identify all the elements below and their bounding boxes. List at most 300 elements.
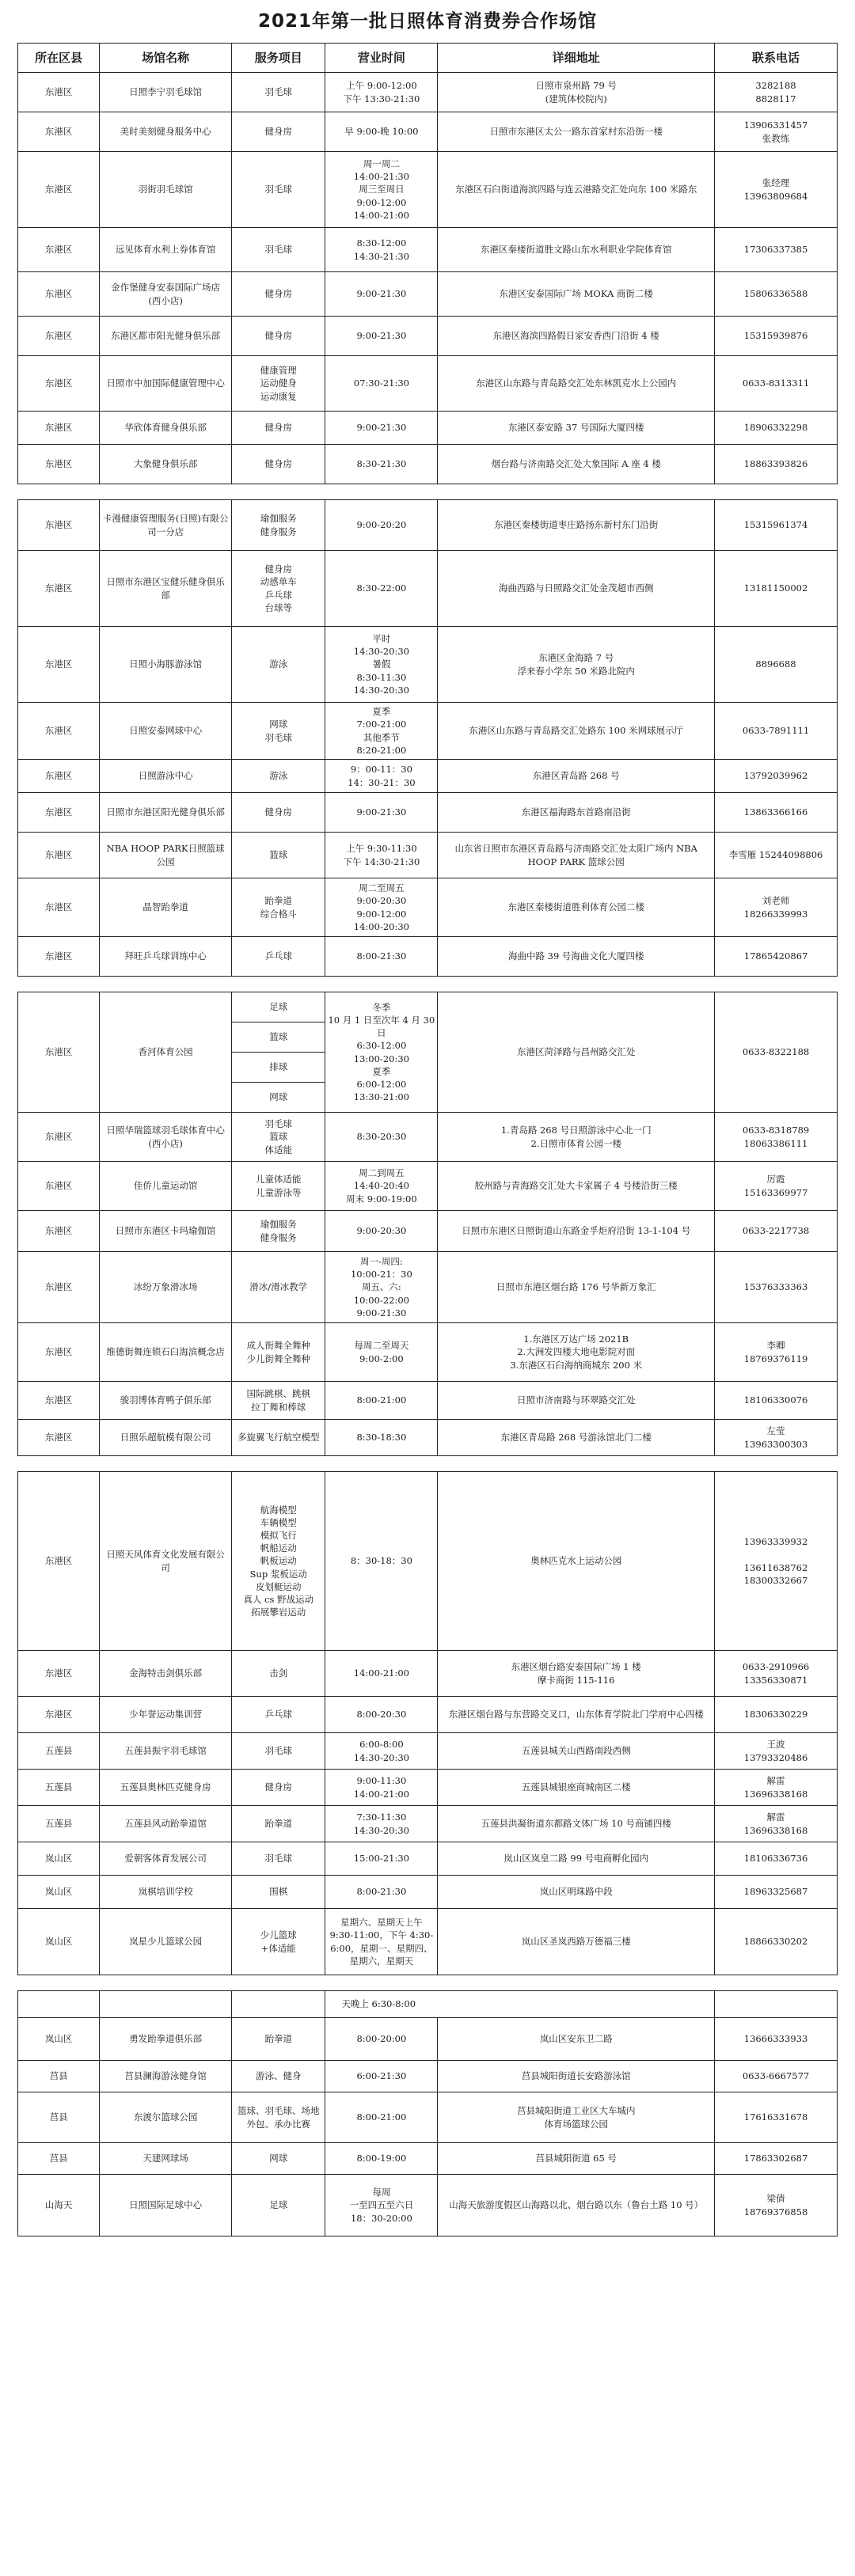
table-row [18, 73, 838, 112]
hours-cell: 6:00-8:00 14:30-20:30 [325, 1733, 438, 1770]
district-cell: 东港区 [18, 1113, 100, 1162]
hours-cell: 星期六、星期天上午 9:30-11:00，下午 4:30-6:00，星期一、星期四、星期六，星期天 [325, 1909, 438, 1975]
venue-name-cell: 骏羽博体育鸭子俱乐部 [100, 1382, 232, 1420]
district-cell: 东港区 [18, 1382, 100, 1420]
phone-cell: 17306337385 [715, 228, 838, 272]
district-cell: 东港区 [18, 1323, 100, 1382]
service-cell: 网球 [232, 1083, 325, 1113]
hours-cell: 8:30-20:30 [325, 1113, 438, 1162]
service-cell [232, 1991, 325, 2018]
hours-cell: 6:00-21:30 [325, 2061, 438, 2092]
table-row [18, 2143, 838, 2175]
phone-cell: 0633-6667577 [715, 2061, 838, 2092]
phone-cell: 解雷 13696338168 [715, 1806, 838, 1842]
hours-cell: 9:00-21:30 [325, 793, 438, 833]
table-row [18, 1420, 838, 1456]
hours-cell: 15:00-21:30 [325, 1842, 438, 1876]
table-row [18, 551, 838, 627]
service-cell: 游泳 [232, 627, 325, 703]
table-row [18, 937, 838, 977]
address-cell: 岚山区岚皇二路 99 号电商孵化园内 [438, 1842, 715, 1876]
phone-cell: 13906331457 张教练 [715, 112, 838, 152]
address-cell: 东港区青岛路 268 号 [438, 760, 715, 793]
address-cell: 岚山区明珠路中段 [438, 1876, 715, 1909]
table-row [18, 1697, 838, 1733]
district-cell: 山海天 [18, 2175, 100, 2236]
service-cell: 羽毛球 [232, 73, 325, 112]
hours-cell: 平时 14:30-20:30 暑假 8:30-11:30 14:30-20:30 [325, 627, 438, 703]
hours-cell: 周一周二 14:00-21:30 周三至周日 9:00-12:00 14:00-21:00 [325, 152, 438, 228]
venue-name-cell: 维德街舞连锁石臼海滨概念店 [100, 1323, 232, 1382]
hours-cell: 夏季 7:00-21:00 其他季节 8:20-21:00 [325, 703, 438, 760]
district-cell: 东港区 [18, 152, 100, 228]
phone-cell: 13666333933 [715, 2018, 838, 2061]
venue-table [17, 43, 838, 2236]
table-header-row [18, 44, 838, 73]
service-cell: 跆拳道 [232, 2018, 325, 2061]
address-cell: 海曲中路 39 号海曲文化大厦四楼 [438, 937, 715, 977]
service-cell: 乒乓球 [232, 937, 325, 977]
separator-cell [18, 1456, 838, 1472]
service-cell: 跆拳道 综合格斗 [232, 878, 325, 937]
header-district: 所在区县 [18, 44, 100, 73]
service-cell: 网球 羽毛球 [232, 703, 325, 760]
venue-name-cell: 东渡尔篮球公园 [100, 2092, 232, 2143]
district-cell: 岚山区 [18, 1909, 100, 1975]
venue-name-cell: 日照市中加国际健康管理中心 [100, 356, 232, 412]
service-cell: 瑜伽服务 健身服务 [232, 1211, 325, 1252]
phone-cell: 15315961374 [715, 500, 838, 551]
hours-cell: 早 9:00-晚 10:00 [325, 112, 438, 152]
district-cell: 东港区 [18, 73, 100, 112]
table-row [18, 1162, 838, 1211]
header-phone: 联系电话 [715, 44, 838, 73]
hours-cell: 9：00-11：30 14：30-21：30 [325, 760, 438, 793]
table-row [18, 2018, 838, 2061]
table-row [18, 356, 838, 412]
district-cell: 莒县 [18, 2092, 100, 2143]
address-cell: 奥林匹克水上运动公园 [438, 1472, 715, 1651]
district-cell: 东港区 [18, 500, 100, 551]
hours-cell: 天晚上 6:30-8:00 [325, 1991, 715, 2018]
address-cell: 日照市东港区日照街道山东路金孚炬府沿街 13-1-104 号 [438, 1211, 715, 1252]
service-cell: 健身房 [232, 272, 325, 317]
phone-cell: 15806336588 [715, 272, 838, 317]
address-cell: 五莲县洪凝街道东都路文体广场 10 号商铺四楼 [438, 1806, 715, 1842]
district-cell: 东港区 [18, 937, 100, 977]
district-cell [18, 1991, 100, 2018]
table-row [18, 1382, 838, 1420]
address-cell: 山海天旅游度假区山海路以北、烟台路以东（鲁台土路 10 号） [438, 2175, 715, 2236]
district-cell: 莒县 [18, 2143, 100, 2175]
address-cell: 东港区菏泽路与昌州路交汇处 [438, 992, 715, 1113]
phone-cell: 李卿 18769376119 [715, 1323, 838, 1382]
venue-name-cell: 美时美刻健身服务中心 [100, 112, 232, 152]
venue-name-cell: 勇发跆拳道俱乐部 [100, 2018, 232, 2061]
address-cell: 胶州路与青海路交汇处大卡家属子 4 号楼沿街三楼 [438, 1162, 715, 1211]
district-cell: 东港区 [18, 551, 100, 627]
venue-name-cell: 香河体育公园 [100, 992, 232, 1113]
venue-name-cell: 东港区都市阳光健身俱乐部 [100, 317, 232, 356]
venue-name-cell: 日照国际足球中心 [100, 2175, 232, 2236]
phone-cell: 王波 13793320486 [715, 1733, 838, 1770]
venue-name-cell: 爱朝客体育发展公司 [100, 1842, 232, 1876]
service-cell: 跆拳道 [232, 1806, 325, 1842]
address-cell: 1.青岛路 268 号日照游泳中心北一门 2.日照市体育公园一楼 [438, 1113, 715, 1162]
district-cell: 岚山区 [18, 1876, 100, 1909]
address-cell: 海曲西路与日照路交汇处金茂超市西侧 [438, 551, 715, 627]
header-service: 服务项目 [232, 44, 325, 73]
address-cell: 日照市东港区太公一路东首家村东沿街一楼 [438, 112, 715, 152]
table-row [18, 1842, 838, 1876]
address-cell: 东港区山东路与青岛路交汇处路东 100 米网球展示厅 [438, 703, 715, 760]
address-cell: 岚山区圣岚西路万德福三楼 [438, 1909, 715, 1975]
address-cell: 五莲县城关山西路南段西侧 [438, 1733, 715, 1770]
service-cell: 击剑 [232, 1651, 325, 1697]
hours-cell: 8:30-22:00 [325, 551, 438, 627]
service-cell: 航海模型 车辆模型 模拟飞行 帆船运动 帆板运动 Sup 浆板运动 皮划艇运动 真人 cs 野战运动 拓展攀岩运动 [232, 1472, 325, 1651]
hours-cell: 8:00-20:30 [325, 1697, 438, 1733]
venue-name-cell: 日照市东港区阳光健身俱乐部 [100, 793, 232, 833]
address-cell: 东港区泰安路 37 号国际大厦四楼 [438, 412, 715, 445]
address-cell: 东港区秦楼街道胜文路山东水利职业学院体育馆 [438, 228, 715, 272]
service-cell: 篮球 [232, 1022, 325, 1053]
section-separator [18, 977, 838, 992]
hours-cell: 每周二至周天 9:00-2:00 [325, 1323, 438, 1382]
table-row [18, 878, 838, 937]
phone-cell: 13181150002 [715, 551, 838, 627]
table-row [18, 1323, 838, 1382]
phone-cell: 18106336736 [715, 1842, 838, 1876]
address-cell: 东港区秦楼街道枣庄路扬东新村东门沿街 [438, 500, 715, 551]
venue-name-cell: 莒县澜海游泳健身馆 [100, 2061, 232, 2092]
phone-cell: 梁倩 18769376858 [715, 2175, 838, 2236]
venue-name-cell: 少年誉运动集训营 [100, 1697, 232, 1733]
table-row [18, 1806, 838, 1842]
venue-name-cell: 日照小海豚游泳馆 [100, 627, 232, 703]
district-cell: 五莲县 [18, 1733, 100, 1770]
district-cell: 五莲县 [18, 1806, 100, 1842]
table-row [18, 793, 838, 833]
service-cell: 健身房 [232, 445, 325, 484]
phone-cell: 刘老师 18266339993 [715, 878, 838, 937]
phone-cell: 左莹 13963300303 [715, 1420, 838, 1456]
address-cell: 山东省日照市东港区青岛路与济南路交汇处太阳广场内 NBA HOOP PARK 篮球公园 [438, 833, 715, 878]
table-row [18, 1733, 838, 1770]
table-row [18, 112, 838, 152]
address-cell: 东港区烟台路安泰国际广场 1 楼 摩卡商街 115-116 [438, 1651, 715, 1697]
service-cell: 乒乓球 [232, 1697, 325, 1733]
venue-name-cell: 五莲县奥林匹克健身房 [100, 1770, 232, 1806]
service-cell: 成人街舞全舞种 少儿街舞全舞种 [232, 1323, 325, 1382]
district-cell: 东港区 [18, 703, 100, 760]
table-row [18, 445, 838, 484]
phone-cell: 0633-8313311 [715, 356, 838, 412]
district-cell: 东港区 [18, 356, 100, 412]
phone-cell: 0633-8322188 [715, 992, 838, 1113]
service-cell: 健康管理 运动健身 运动康复 [232, 356, 325, 412]
venue-name-cell: 日照李宁羽毛球馆 [100, 73, 232, 112]
service-cell: 篮球 [232, 833, 325, 878]
service-cell: 健身房 [232, 412, 325, 445]
hours-cell: 8:00-21:00 [325, 2092, 438, 2143]
district-cell: 东港区 [18, 793, 100, 833]
phone-cell: 18963325687 [715, 1876, 838, 1909]
address-cell: 岚山区安东卫二路 [438, 2018, 715, 2061]
service-cell: 羽毛球 [232, 228, 325, 272]
hours-cell: 冬季 10 月 1 日至次年 4 月 30 日 6:30-12:00 13:00-20:30 夏季 6:00-12:00 13:30-21:00 [325, 992, 438, 1113]
separator-cell [18, 484, 838, 500]
district-cell: 东港区 [18, 112, 100, 152]
address-cell: 1.东港区万达广场 2021B 2.大洲发四楼大地电影院对面 3.东港区石臼海纳商城东 200 米 [438, 1323, 715, 1382]
district-cell: 东港区 [18, 1651, 100, 1697]
hours-cell: 周二至周五 9:00-20:30 9:00-12:00 14:00-20:30 [325, 878, 438, 937]
table-row [18, 2092, 838, 2143]
district-cell: 东港区 [18, 1697, 100, 1733]
service-cell: 健身房 [232, 317, 325, 356]
address-cell: 东港区金海路 7 号 浮来春小学东 50 米路北院内 [438, 627, 715, 703]
table-row [18, 992, 838, 1022]
venue-name-cell: 远见体育水利上券体育馆 [100, 228, 232, 272]
address-cell: 莒县城阳街道长安路游泳馆 [438, 2061, 715, 2092]
hours-cell: 14:00-21:00 [325, 1651, 438, 1697]
hours-cell: 8:00-21:30 [325, 937, 438, 977]
venue-name-cell: 日照乐超航模有限公司 [100, 1420, 232, 1456]
table-row [18, 228, 838, 272]
hours-cell: 8:00-21:30 [325, 1876, 438, 1909]
table-row [18, 703, 838, 760]
venue-name-cell: 羽街羽毛球馆 [100, 152, 232, 228]
table-row [18, 152, 838, 228]
phone-cell: 15376333363 [715, 1252, 838, 1323]
district-cell: 岚山区 [18, 2018, 100, 2061]
header-hours: 营业时间 [325, 44, 438, 73]
address-cell: 东港区青岛路 268 号游泳馆北门二楼 [438, 1420, 715, 1456]
section-separator [18, 484, 838, 500]
hours-cell: 8:30-12:00 14:30-21:30 [325, 228, 438, 272]
service-cell: 羽毛球 篮球 体适能 [232, 1113, 325, 1162]
district-cell: 东港区 [18, 833, 100, 878]
hours-cell: 上午 9:30-11:30 下午 14:30-21:30 [325, 833, 438, 878]
district-cell: 东港区 [18, 1162, 100, 1211]
district-cell: 东港区 [18, 228, 100, 272]
district-cell: 东港区 [18, 412, 100, 445]
hours-cell: 8:00-20:00 [325, 2018, 438, 2061]
phone-cell: 18306330229 [715, 1697, 838, 1733]
hours-cell: 9:00-21:30 [325, 272, 438, 317]
venue-name-cell [100, 1991, 232, 2018]
venue-name-cell: 佳侨儿童运动馆 [100, 1162, 232, 1211]
district-cell: 五莲县 [18, 1770, 100, 1806]
service-cell: 足球 [232, 992, 325, 1022]
service-cell: 健身房 [232, 1770, 325, 1806]
phone-cell: 17865420867 [715, 937, 838, 977]
hours-cell: 8:30-21:30 [325, 445, 438, 484]
district-cell: 岚山区 [18, 1842, 100, 1876]
hours-cell: 上午 9:00-12:00 下午 13:30-21:30 [325, 73, 438, 112]
district-cell: 东港区 [18, 1420, 100, 1456]
header-venue-name: 场馆名称 [100, 44, 232, 73]
address-cell: 日照市东港区烟台路 176 号华新万象汇 [438, 1252, 715, 1323]
venue-name-cell: 日照安泰网球中心 [100, 703, 232, 760]
table-row [18, 1113, 838, 1162]
table-row [18, 833, 838, 878]
phone-cell: 8896688 [715, 627, 838, 703]
service-cell: 健身房 [232, 112, 325, 152]
venue-name-cell: 日照游泳中心 [100, 760, 232, 793]
phone-cell: 15315939876 [715, 317, 838, 356]
service-cell: 少儿篮球 +体适能 [232, 1909, 325, 1975]
hours-cell: 每周 一至四五至六日 18：30-20:00 [325, 2175, 438, 2236]
phone-cell [715, 1991, 838, 2018]
phone-cell: 张经理 13963809684 [715, 152, 838, 228]
venue-name-cell: 大象健身俱乐部 [100, 445, 232, 484]
venue-name-cell: 日照天风体育文化发展有限公司 [100, 1472, 232, 1651]
table-row [18, 1909, 838, 1975]
phone-cell: 李雪雁 15244098806 [715, 833, 838, 878]
section-separator [18, 1975, 838, 1991]
header-address: 详细地址 [438, 44, 715, 73]
address-cell: 东港区秦楼街道胜利体育公园二楼 [438, 878, 715, 937]
table-row [18, 1651, 838, 1697]
hours-cell: 07:30-21:30 [325, 356, 438, 412]
table-row [18, 272, 838, 317]
hours-cell: 8:00-19:00 [325, 2143, 438, 2175]
hours-cell: 周二到周五 14:40-20:40 周末 9:00-19:00 [325, 1162, 438, 1211]
table-row [18, 317, 838, 356]
venue-name-cell: 日照市东港区卡玛瑜伽馆 [100, 1211, 232, 1252]
phone-cell: 18906332298 [715, 412, 838, 445]
address-cell: 五莲县城银座商城南区二楼 [438, 1770, 715, 1806]
venue-name-cell: 岚棋培训学校 [100, 1876, 232, 1909]
hours-cell: 7:30-11:30 14:30-20:30 [325, 1806, 438, 1842]
table-row [18, 1770, 838, 1806]
hours-cell: 周一-周四: 10:00-21：30 周五、六: 10:00-22:00 9:00-21:30 [325, 1252, 438, 1323]
address-cell: 莒县城阳街道工业区大车城内 体育场篮球公园 [438, 2092, 715, 2143]
venue-name-cell: 五莲县风动跆拳道馆 [100, 1806, 232, 1842]
section-separator [18, 1456, 838, 1472]
service-cell: 健身房 动感单车 乒乓球 台球等 [232, 551, 325, 627]
hours-cell: 9:00-20:30 [325, 1211, 438, 1252]
address-cell: 日照市泉州路 79 号 (建筑体校院内) [438, 73, 715, 112]
phone-cell: 18106330076 [715, 1382, 838, 1420]
phone-cell: 18866330202 [715, 1909, 838, 1975]
service-cell: 游泳 [232, 760, 325, 793]
separator-cell [18, 1975, 838, 1991]
venue-name-cell: 日照华瑞篮球羽毛球体育中心 (西小店) [100, 1113, 232, 1162]
service-cell: 游泳、健身 [232, 2061, 325, 2092]
phone-cell: 18863393826 [715, 445, 838, 484]
table-row [18, 627, 838, 703]
venue-name-cell: 五莲县振宇羽毛球馆 [100, 1733, 232, 1770]
venue-name-cell: 岚星少儿篮球公园 [100, 1909, 232, 1975]
service-cell: 国际跳棋、跳棋 拉丁舞和棒球 [232, 1382, 325, 1420]
page-title: 2021年第一批日照体育消费券合作场馆 [257, 11, 597, 32]
venue-name-cell: 日照市东港区宝健乐健身俱乐部 [100, 551, 232, 627]
table-row [18, 760, 838, 793]
table-row [18, 412, 838, 445]
phone-cell: 17863302687 [715, 2143, 838, 2175]
district-cell: 东港区 [18, 317, 100, 356]
address-cell: 烟台路与济南路交汇处大象国际 A 座 4 楼 [438, 445, 715, 484]
phone-cell: 17616331678 [715, 2092, 838, 2143]
hours-cell: 8：30-18：30 [325, 1472, 438, 1651]
district-cell: 莒县 [18, 2061, 100, 2092]
district-cell: 东港区 [18, 1211, 100, 1252]
service-cell: 羽毛球 [232, 152, 325, 228]
hours-cell: 9:00-21:30 [325, 317, 438, 356]
district-cell: 东港区 [18, 627, 100, 703]
table-row [18, 2175, 838, 2236]
service-cell: 羽毛球 [232, 1842, 325, 1876]
venue-name-cell: 金海特击剑俱乐部 [100, 1651, 232, 1697]
phone-cell: 0633-2217738 [715, 1211, 838, 1252]
address-cell: 莒县城阳街道 65 号 [438, 2143, 715, 2175]
service-cell: 滑冰/滑冰教学 [232, 1252, 325, 1323]
district-cell: 东港区 [18, 992, 100, 1113]
service-cell: 网球 [232, 2143, 325, 2175]
table-body [18, 73, 838, 2236]
address-cell: 东港区海滨四路假日家安香西门沿街 4 楼 [438, 317, 715, 356]
venue-name-cell: 拜旺乒乓球训练中心 [100, 937, 232, 977]
phone-cell: 0633-2910966 13356330871 [715, 1651, 838, 1697]
address-cell: 东港区安泰国际广场 MOKA 商街二楼 [438, 272, 715, 317]
venue-name-cell: 晶智跆拳道 [100, 878, 232, 937]
service-cell: 围棋 [232, 1876, 325, 1909]
service-cell: 儿童体适能 儿童游泳等 [232, 1162, 325, 1211]
district-cell: 东港区 [18, 445, 100, 484]
service-cell: 健身房 [232, 793, 325, 833]
service-cell: 多旋翼飞行航空模型 [232, 1420, 325, 1456]
phone-cell: 13792039962 [715, 760, 838, 793]
service-cell: 瑜伽服务 健身服务 [232, 500, 325, 551]
table-row [18, 1472, 838, 1651]
hours-cell: 9:00-21:30 [325, 412, 438, 445]
district-cell: 东港区 [18, 272, 100, 317]
address-cell: 日照市济南路与环翠路交汇处 [438, 1382, 715, 1420]
address-cell: 东港区烟台路与东营路交叉口，山东体育学院北门学府中心四楼 [438, 1697, 715, 1733]
venue-name-cell: 天建网球场 [100, 2143, 232, 2175]
district-cell: 东港区 [18, 878, 100, 937]
table-row [18, 1991, 838, 2018]
phone-cell: 0633-7891111 [715, 703, 838, 760]
address-cell: 东港区山东路与青岛路交汇处东林凯克水上公园内 [438, 356, 715, 412]
table-row [18, 2061, 838, 2092]
phone-cell: 13963339932 13611638762 18300332667 [715, 1472, 838, 1651]
service-cell: 篮球、羽毛球、场地外包、承办比赛 [232, 2092, 325, 2143]
venue-name-cell: 冰纷万象滑冰场 [100, 1252, 232, 1323]
venue-name-cell: 金作堡健身安泰国际广场店 (西小店) [100, 272, 232, 317]
separator-cell [18, 977, 838, 992]
district-cell: 东港区 [18, 760, 100, 793]
venue-name-cell: 卡漫健康管理服务(日照)有限公司一分店 [100, 500, 232, 551]
venue-name-cell: 华欣体育健身俱乐部 [100, 412, 232, 445]
phone-cell: 3282188 8828117 [715, 73, 838, 112]
phone-cell: 0633-8318789 18063386111 [715, 1113, 838, 1162]
hours-cell: 9:00-11:30 14:00-21:00 [325, 1770, 438, 1806]
phone-cell: 厉霞 15163369977 [715, 1162, 838, 1211]
address-cell: 东港区福海路东首路南沿街 [438, 793, 715, 833]
hours-cell: 9:00-20:20 [325, 500, 438, 551]
table-row [18, 1211, 838, 1252]
table-row [18, 500, 838, 551]
service-cell: 羽毛球 [232, 1733, 325, 1770]
hours-cell: 8:30-18:30 [325, 1420, 438, 1456]
phone-cell: 解雷 13696338168 [715, 1770, 838, 1806]
hours-cell: 8:00-21:00 [325, 1382, 438, 1420]
service-cell: 足球 [232, 2175, 325, 2236]
service-cell: 排球 [232, 1053, 325, 1083]
